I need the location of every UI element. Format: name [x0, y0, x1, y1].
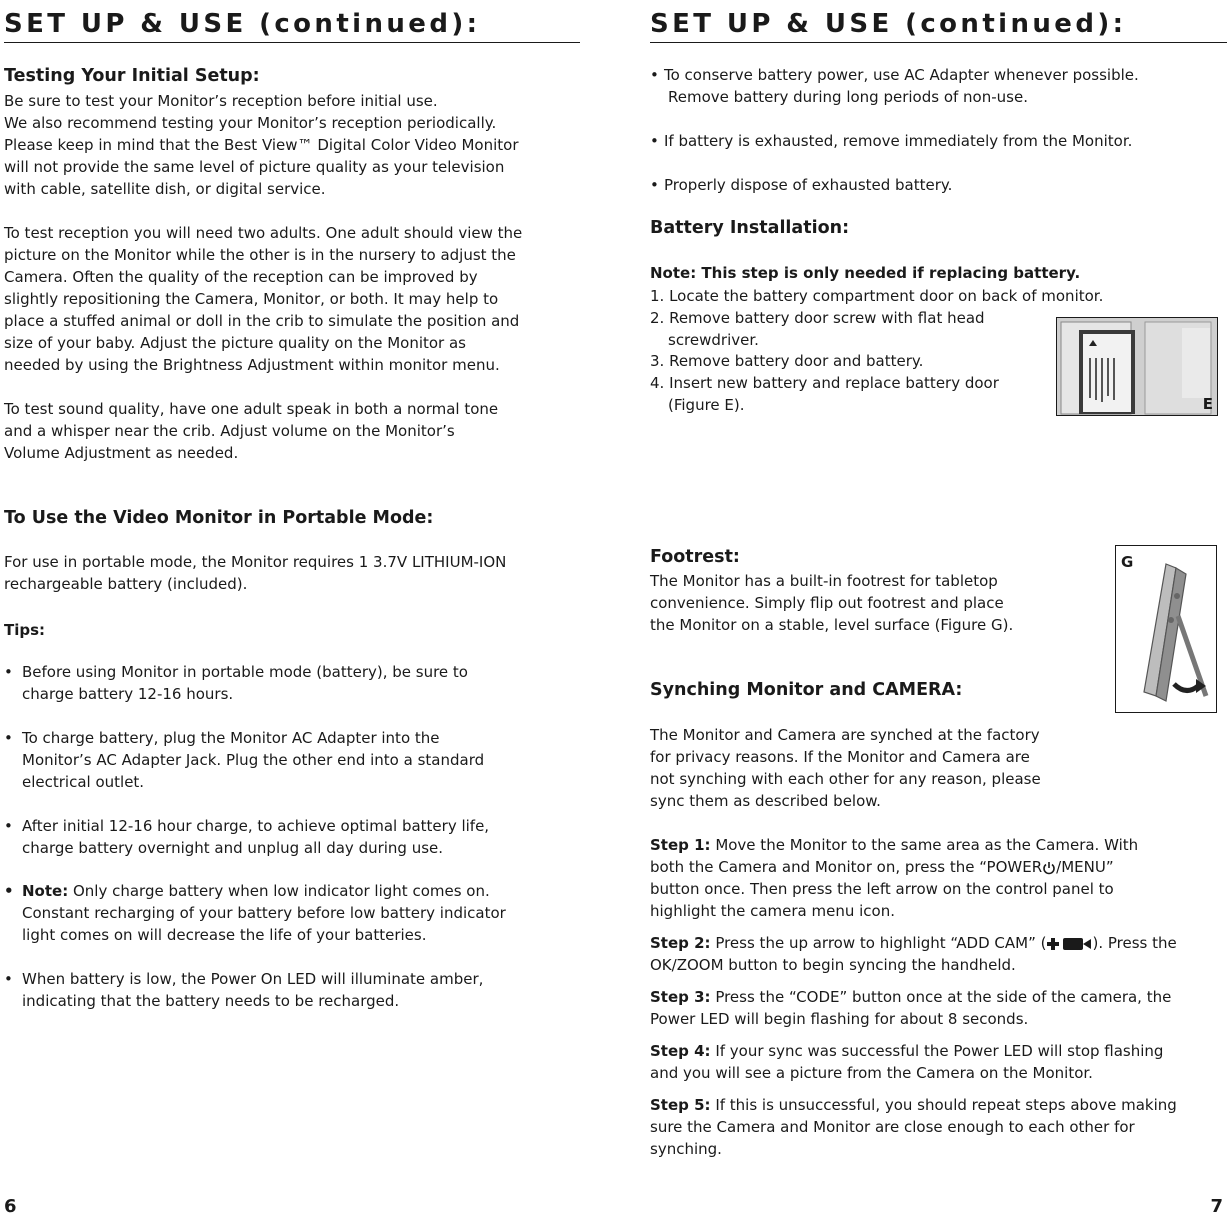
- page-number: 7: [1210, 1196, 1223, 1217]
- page-number: 6: [4, 1196, 17, 1217]
- battery-step: 1. Locate the battery compartment door on back of monitor.: [650, 287, 1104, 305]
- right-page: [650, 0, 1227, 1223]
- tip-line: electrical outlet.: [22, 773, 145, 791]
- text-line: Please keep in mind that the Best View™ Digital Color Video Monitor: [4, 136, 519, 154]
- bullet-line: To conserve battery power, use AC Adapter whenever possible.: [664, 66, 1139, 84]
- text-line: slightly repositioning the Camera, Monitor, or both. It may help to: [4, 290, 499, 308]
- figure-label: E: [1202, 395, 1213, 413]
- battery-compartment-illustration: [1057, 318, 1217, 415]
- text-line: For use in portable mode, the Monitor requires 1 3.7V LITHIUM-ION: [4, 553, 507, 571]
- bullet-dot: •: [4, 663, 13, 681]
- step-1-line: [650, 856, 1114, 878]
- text-line: place a stuffed animal or doll in the crib to simulate the position and: [4, 312, 520, 330]
- tip-line: indicating that the battery needs to be recharged.: [22, 992, 400, 1010]
- sync-line: not synching with each other for any reason, please: [650, 770, 1041, 788]
- section-heading-footrest: Footrest:: [650, 547, 740, 567]
- bullet-line: Properly dispose of exhausted battery.: [664, 176, 953, 194]
- bullet-dot: •: [4, 729, 13, 747]
- step-3-line: Power LED will begin flashing for about 8 seconds.: [650, 1010, 1029, 1028]
- step-5-line: [650, 1094, 1177, 1116]
- figure-label: G: [1121, 553, 1134, 571]
- step-1-line: button once. Then press the left arrow on the control panel to: [650, 880, 1114, 898]
- battery-note: Note: This step is only needed if replacing battery.: [650, 264, 1081, 282]
- step-1-label: Step 1:: [650, 836, 711, 854]
- bullet-dot: •: [4, 970, 13, 988]
- text-line: To test sound quality, have one adult speak in both a normal tone: [4, 400, 499, 418]
- tip-line: Before using Monitor in portable mode (battery), be sure to: [22, 663, 468, 681]
- page-header: SET UP & USE (continued):: [650, 6, 1227, 43]
- footrest-line: convenience. Simply flip out footrest and place: [650, 594, 1004, 612]
- figure-e-battery-image: [1056, 317, 1218, 416]
- battery-step: screwdriver.: [668, 331, 759, 349]
- step-5-text: If this is unsuccessful, you should repeat steps above making: [710, 1096, 1177, 1114]
- left-page: [4, 0, 580, 1223]
- step-3-text: Press the “CODE” button once at the side of the camera, the: [710, 988, 1172, 1006]
- battery-step: (Figure E).: [668, 396, 745, 414]
- step-1-line: highlight the camera menu icon.: [650, 902, 895, 920]
- bullet-line: If battery is exhausted, remove immediately from the Monitor.: [664, 132, 1133, 150]
- bullet-dot: •: [4, 882, 14, 900]
- tip-line: To charge battery, plug the Monitor AC Adapter into the: [22, 729, 440, 747]
- tip-line: light comes on will decrease the life of your batteries.: [22, 926, 427, 944]
- step-5-line: sure the Camera and Monitor are close enough to each other for: [650, 1118, 1135, 1136]
- sync-line: for privacy reasons. If the Monitor and Camera are: [650, 748, 1030, 766]
- text-line: size of your baby. Adjust the picture quality on the Monitor as: [4, 334, 466, 352]
- text-line: Volume Adjustment as needed.: [4, 444, 239, 462]
- bullet-dot: •: [4, 817, 13, 835]
- bullet-dot: •: [650, 132, 659, 150]
- step-1-line: [650, 834, 1138, 856]
- text-line: will not provide the same level of picture quality as your television: [4, 158, 505, 176]
- step-3-label: Step 3:: [650, 988, 711, 1006]
- section-heading-portable: To Use the Video Monitor in Portable Mode:: [4, 508, 434, 528]
- text-line: To test reception you will need two adults. One adult should view the: [4, 224, 523, 242]
- section-heading-battery: Battery Installation:: [650, 218, 850, 238]
- battery-step: 3. Remove battery door and battery.: [650, 352, 924, 370]
- step-2-text: Press the up arrow to highlight “ADD CAM” (: [710, 934, 1047, 952]
- step-1-text: Move the Monitor to the same area as the Camera. With: [710, 836, 1139, 854]
- bullet-line: Remove battery during long periods of non-use.: [668, 88, 1028, 106]
- footrest-line: the Monitor on a stable, level surface (Figure G).: [650, 616, 1014, 634]
- step-4-text: If your sync was successful the Power LED will stop flashing: [710, 1042, 1164, 1060]
- step-5-label: Step 5:: [650, 1096, 711, 1114]
- tip-line: charge battery overnight and unplug all day during use.: [22, 839, 444, 857]
- step-2-text: ). Press the: [1092, 934, 1177, 952]
- step-5-line: synching.: [650, 1140, 722, 1158]
- step-2-line: OK/ZOOM button to begin syncing the handheld.: [650, 956, 1016, 974]
- tip-line: [22, 880, 490, 902]
- battery-step: 2. Remove battery door screw with flat head: [650, 309, 985, 327]
- footrest-line: The Monitor has a built-in footrest for tabletop: [650, 572, 998, 590]
- step-3-line: [650, 986, 1171, 1008]
- tip-line: After initial 12-16 hour charge, to achieve optimal battery life,: [22, 817, 490, 835]
- bullet-dot: •: [650, 66, 659, 84]
- text-line: Be sure to test your Monitor’s reception before initial use.: [4, 92, 438, 110]
- tip-line: charge battery 12-16 hours.: [22, 685, 234, 703]
- figure-g-footrest-image: [1115, 545, 1217, 713]
- text-line: We also recommend testing your Monitor’s reception periodically.: [4, 114, 497, 132]
- step-2-line: [650, 932, 1177, 954]
- note-text: Only charge battery when low indicator light comes on.: [68, 882, 490, 900]
- text-line: picture on the Monitor while the other is in the nursery to adjust the: [4, 246, 516, 264]
- step-2-label: Step 2:: [650, 934, 711, 952]
- sync-line: The Monitor and Camera are synched at the factory: [650, 726, 1040, 744]
- tip-line: Monitor’s AC Adapter Jack. Plug the other end into a standard: [22, 751, 485, 769]
- text-line: rechargeable battery (included).: [4, 575, 248, 593]
- sync-line: sync them as described below.: [650, 792, 881, 810]
- step-1-text: both the Camera and Monitor on, press the: [650, 858, 975, 876]
- page-header: SET UP & USE (continued):: [4, 6, 580, 43]
- step-4-line: and you will see a picture from the Camera on the Monitor.: [650, 1064, 1093, 1082]
- section-heading-synching: Synching Monitor and CAMERA:: [650, 680, 963, 700]
- menu-label: /MENU”: [1056, 858, 1114, 876]
- tips-heading: Tips:: [4, 621, 46, 639]
- step-4-line: [650, 1040, 1163, 1062]
- section-heading-testing: Testing Your Initial Setup:: [4, 66, 260, 86]
- text-line: with cable, satellite dish, or digital service.: [4, 180, 326, 198]
- tip-line: Constant recharging of your battery before low battery indicator: [22, 904, 506, 922]
- bullet-dot: •: [650, 176, 659, 194]
- battery-step: 4. Insert new battery and replace battery door: [650, 374, 999, 392]
- step-4-label: Step 4:: [650, 1042, 711, 1060]
- text-line: needed by using the Brightness Adjustment within monitor menu.: [4, 356, 500, 374]
- text-line: and a whisper near the crib. Adjust volume on the Monitor’s: [4, 422, 455, 440]
- tip-line: When battery is low, the Power On LED will illuminate amber,: [22, 970, 484, 988]
- note-label: Note:: [22, 882, 69, 900]
- power-icon: [1042, 861, 1056, 875]
- power-label: “POWER: [974, 858, 1043, 876]
- add-camera-icon: [1046, 936, 1092, 952]
- text-line: Camera. Often the quality of the reception can be improved by: [4, 268, 478, 286]
